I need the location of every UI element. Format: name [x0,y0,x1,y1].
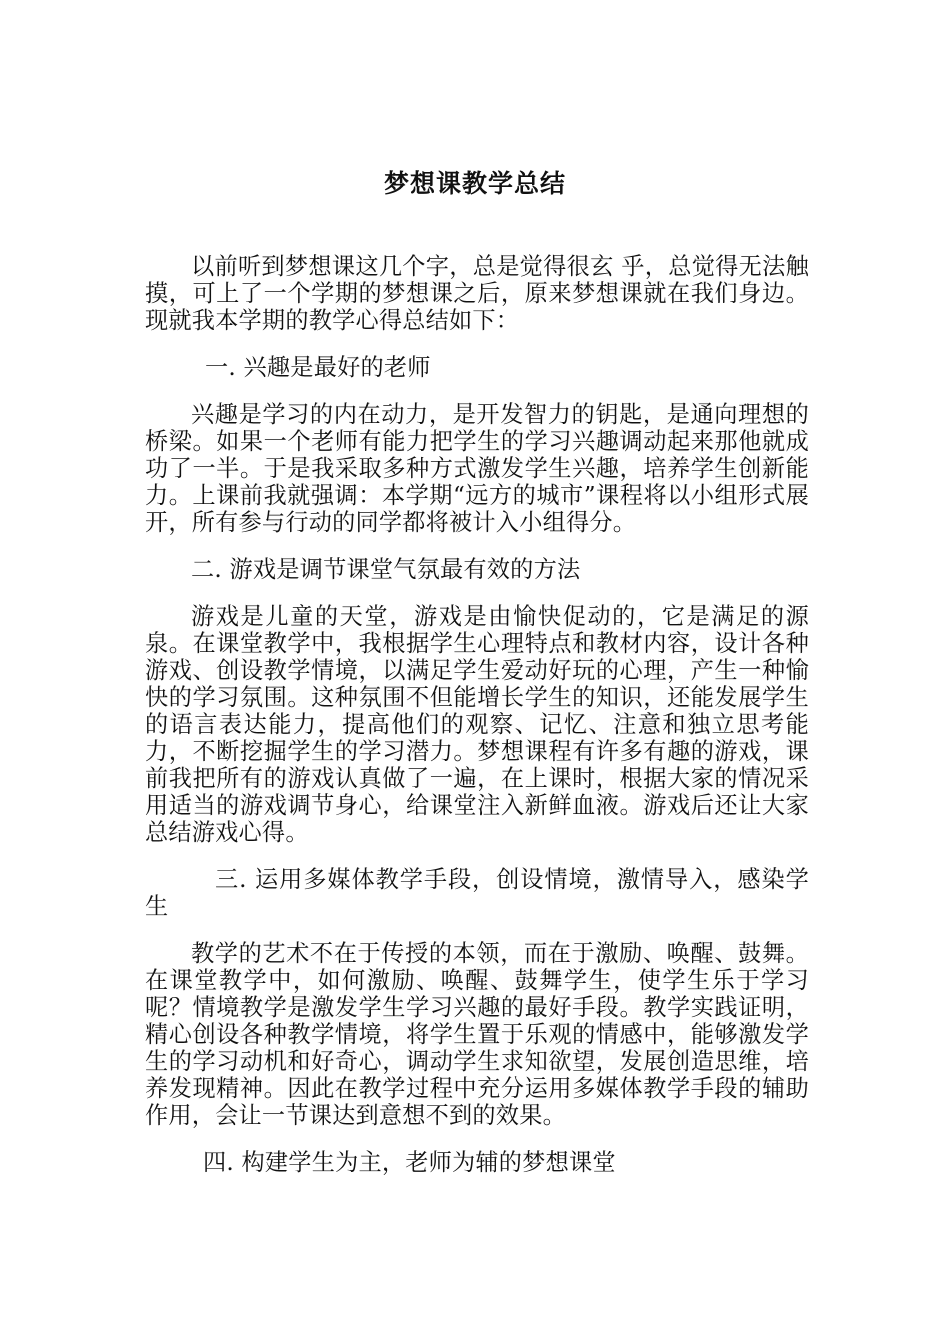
document-title: 梦想课教学总结 [383,169,566,198]
section-paragraph-3: 教学的艺术不在于传授的本领，而在于激励、唤醒、鼓舞。在课堂教学中，如何激励、唤醒、鼓舞学生，使学生乐于学习呢？情境教学是激发学生学习兴趣的最好手段。教学实践证明，精心创设各种教学情境，将学生置于乐观的情感中，能够激发学生的学习动机和好奇心，调动学生求知欲望，发展创造思维，培养发现精神。因此在教学过程中充分运用多媒体教学手段的辅助作用，会让一节课达到意想不到的效果。 [145,940,809,1129]
section-heading-2: 二. 游戏是调节课堂气氛最有效的方法 [191,556,581,583]
section-heading-3: 三. 运用多媒体教学手段，创设情境，激情导入，感染学生 [145,866,809,920]
section-paragraph-2: 游戏是儿童的天堂，游戏是由愉快促动的，它是满足的源泉。在课堂教学中，我根据学生心理特点和教材内容，设计各种游戏、创设教学情境，以满足学生爱动好玩的心理，产生一种愉快的学习氛围。这种氛围不但能增长学生的知识，还能发展学生的语言表达能力，提高他们的观察、记忆、注意和独立思考能力，不断挖掘学生的学习潜力。梦想课程有许多有趣的游戏，课前我把所有的游戏认真做了一遍，在上课时，根据大家的情况采用适当的游戏调节身心，给课堂注入新鲜血液。游戏后还让大家总结游戏心得。 [145,603,809,846]
document-body [145,253,809,1176]
section-paragraph-1: 兴趣是学习的内在动力，是开发智力的钥匙，是通向理想的桥梁。如果一个老师有能力把学生的学习兴趣调动起来那他就成功了一半。于是我采取多种方式激发学生兴趣，培养学生创新能力。上课前我就强调：本学期“远方的城市”课程将以小组形式展开，所有参与行动的同学都将被计入小组得分。 [145,401,809,536]
section-heading-1: 一. 兴趣是最好的老师 [205,354,431,381]
intro-paragraph: 以前听到梦想课这几个字，总是觉得很玄 乎，总觉得无法触摸，可上了一个学期的梦想课之后，原来梦想课就在我们身边。现就我本学期的教学心得总结如下： [145,253,809,334]
section-heading-4: 四. 构建学生为主，老师为辅的梦想课堂 [203,1149,616,1176]
